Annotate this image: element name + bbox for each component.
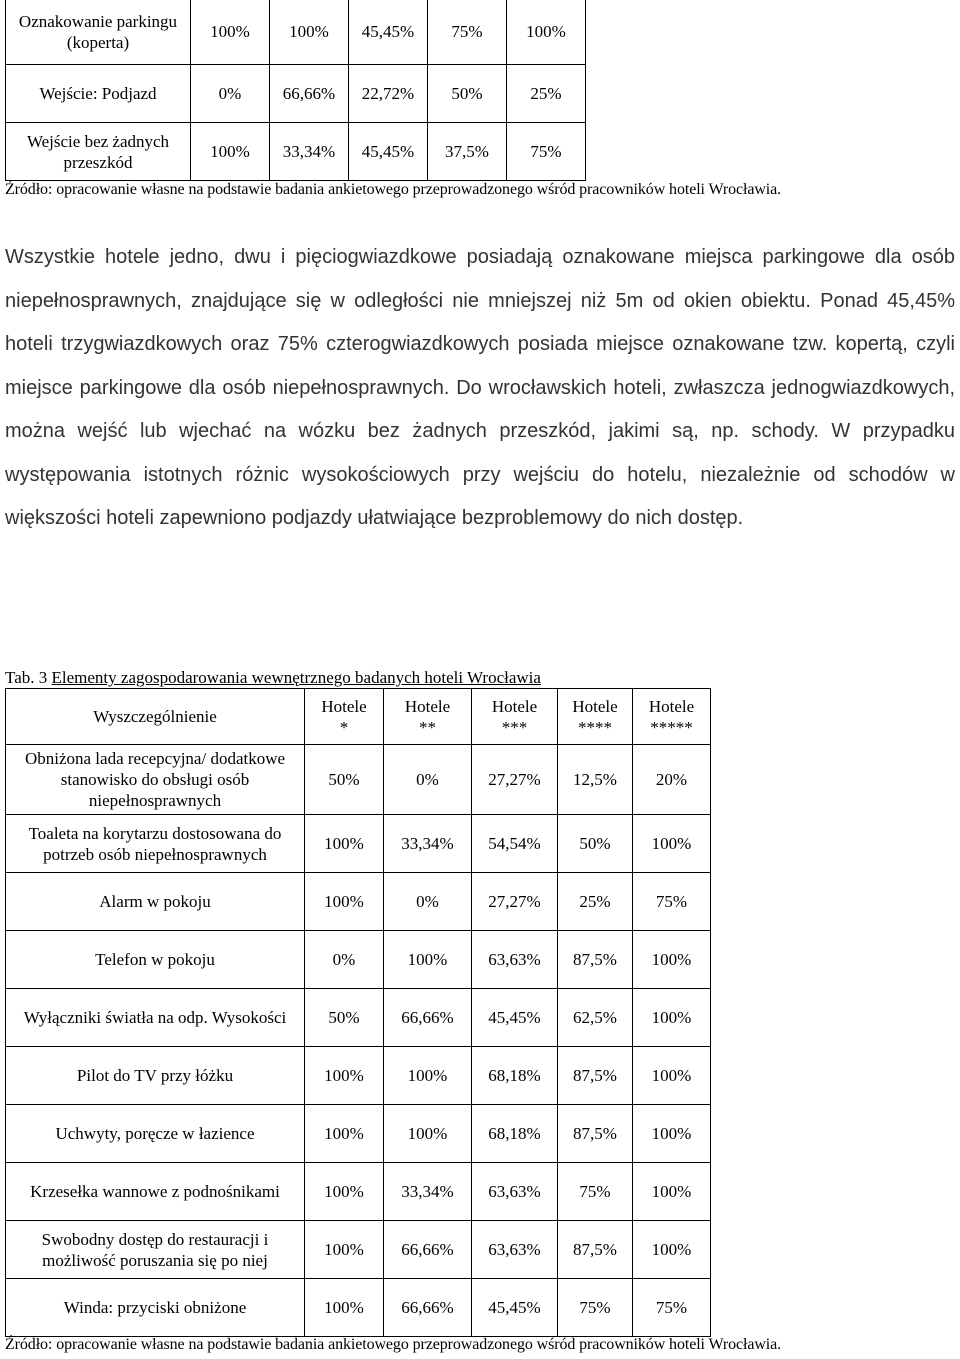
cell-value: 37,5% [428,123,507,181]
cell-value: 27,27% [472,745,558,815]
cell-value: 62,5% [558,989,633,1047]
header-cell [472,689,558,745]
cell-value: 100% [633,1047,711,1105]
cell-value: 100% [191,123,270,181]
cell-value: 87,5% [558,1221,633,1279]
cell-value: 33,34% [270,123,349,181]
table-row [6,931,711,989]
header-cell [558,689,633,745]
cell-value: 100% [384,1105,472,1163]
header-stars: ***** [650,717,693,737]
table-row [6,1047,711,1105]
row-label: Wejście: Podjazd [6,65,191,123]
cell-value: 27,27% [472,873,558,931]
cell-value: 100% [384,931,472,989]
table-1-continuation [5,0,586,181]
cell-value: 50% [428,65,507,123]
table-row [6,1163,711,1221]
cell-value: 63,63% [472,1221,558,1279]
cell-value: 66,66% [270,65,349,123]
table-row [6,873,711,931]
table-row [6,0,586,65]
cell-value: 33,34% [384,815,472,873]
cell-value: 22,72% [349,65,428,123]
row-label: Swobodny dostęp do restauracji i możliwość poruszania się po niej [6,1221,305,1279]
row-label: Toaleta na korytarzu dostosowana do potrzeb osób niepełnosprawnych [6,815,305,873]
cell-value: 68,18% [472,1105,558,1163]
cell-value: 75% [428,0,507,65]
table-3-caption-title: Elementy zagospodarowania wewnętrznego badanych hoteli Wrocławia [51,668,541,687]
cell-value: 45,45% [472,1279,558,1337]
cell-value: 0% [191,65,270,123]
cell-value: 75% [507,123,586,181]
table-header-row [6,689,711,745]
cell-value: 54,54% [472,815,558,873]
cell-value: 100% [305,1221,384,1279]
header-stars: * [339,717,349,737]
header-label: Wyszczególnienie [6,689,305,745]
cell-value: 100% [507,0,586,65]
cell-value: 63,63% [472,1163,558,1221]
header-stars: *** [501,717,528,737]
cell-value: 0% [305,931,384,989]
header-stars: **** [578,717,612,737]
header-cell [305,689,384,745]
cell-value: 100% [305,1279,384,1337]
row-label: Wejście bez żadnych przeszkód [6,123,191,181]
table-3 [5,688,711,1337]
cell-value: 75% [633,1279,711,1337]
table-row [6,1279,711,1337]
row-label: Telefon w pokoju [6,931,305,989]
cell-value: 25% [558,873,633,931]
cell-value: 66,66% [384,1221,472,1279]
row-label: Oznakowanie parkingu (koperta) [6,0,191,65]
cell-value: 100% [305,1105,384,1163]
cell-value: 100% [270,0,349,65]
cell-value: 63,63% [472,931,558,989]
cell-value: 100% [305,1163,384,1221]
table-3-source-note: Źródło: opracowanie własne na podstawie badania ankietowego przeprowadzonego wśród pracowników hoteli Wrocławia. [5,1336,782,1353]
cell-value: 87,5% [558,931,633,989]
row-label: Alarm w pokoju [6,873,305,931]
cell-value: 25% [507,65,586,123]
header-stars: ** [419,717,436,737]
table-row [6,65,586,123]
cell-value: 100% [633,931,711,989]
table-row [6,745,711,815]
cell-value: 87,5% [558,1047,633,1105]
table-row [6,989,711,1047]
cell-value: 100% [633,1163,711,1221]
table-1-source-note: Źródło: opracowanie własne na podstawie badania ankietowego przeprowadzonego wśród pracowników hoteli Wrocławia. [5,181,782,198]
header-line: Hotele [491,696,538,716]
cell-value: 100% [305,873,384,931]
cell-value: 45,45% [349,123,428,181]
cell-value: 100% [633,815,711,873]
cell-value: 12,5% [558,745,633,815]
cell-value: 100% [633,1105,711,1163]
cell-value: 100% [305,1047,384,1105]
cell-value: 66,66% [384,989,472,1047]
cell-value: 100% [191,0,270,65]
cell-value: 50% [558,815,633,873]
cell-value: 68,18% [472,1047,558,1105]
cell-value: 33,34% [384,1163,472,1221]
cell-value: 87,5% [558,1105,633,1163]
cell-value: 0% [384,745,472,815]
cell-value: 66,66% [384,1279,472,1337]
table-row [6,1105,711,1163]
cell-value: 50% [305,745,384,815]
cell-value: 100% [384,1047,472,1105]
row-label: Pilot do TV przy łóżku [6,1047,305,1105]
row-label: Obniżona lada recepcyjna/ dodatkowe stanowisko do obsługi osób niepełnosprawnych [6,745,305,815]
body-paragraph: Wszystkie hotele jedno, dwu i pięciogwiazdkowe posiadają oznakowane miejsca parkingowe dla osób niepełnosprawnych, znajdujące się w odległości nie mniejszej niż 5m od okien obiektu. Ponad 45,45% hoteli trzygwiazdkowych oraz 75% czterogwiazdkowych posiada miejsce oznakowane tzw. kopertą, czyli miejsce parkingowe dla osób niepełnosprawnych. Do wrocławskich hoteli, zwłaszcza jednogwiazdkowych, można wejść lub wjechać na wózku bez żadnych przeszkód, jakimi są, np. schody. W przypadku występowania istotnych różnic wysokościowych przy wejściu do hotelu, niezależnie od schodów w większości hoteli zapewniono podjazdy ułatwiające bezproblemowy do nich dostęp. [5,246,955,529]
row-label: Wyłączniki światła na odp. Wysokości [6,989,305,1047]
header-line: Hotele [648,696,695,716]
table-row [6,1221,711,1279]
row-label: Krzesełka wannowe z podnośnikami [6,1163,305,1221]
header-line: Hotele [404,696,451,716]
header-cell [633,689,711,745]
table-row [6,815,711,873]
cell-value: 75% [558,1163,633,1221]
cell-value: 100% [633,989,711,1047]
cell-value: 20% [633,745,711,815]
table-3-caption [5,668,541,688]
header-line: Hotele [572,696,618,716]
cell-value: 75% [558,1279,633,1337]
cell-value: 100% [305,815,384,873]
row-label: Winda: przyciski obniżone [6,1279,305,1337]
header-line: Hotele [321,696,367,716]
table-3-caption-prefix: Tab. 3 [5,668,48,687]
cell-value: 50% [305,989,384,1047]
row-label: Uchwyty, poręcze w łazience [6,1105,305,1163]
table-row [6,123,586,181]
cell-value: 75% [633,873,711,931]
cell-value: 45,45% [472,989,558,1047]
cell-value: 0% [384,873,472,931]
header-cell [384,689,472,745]
cell-value: 100% [633,1221,711,1279]
cell-value: 45,45% [349,0,428,65]
